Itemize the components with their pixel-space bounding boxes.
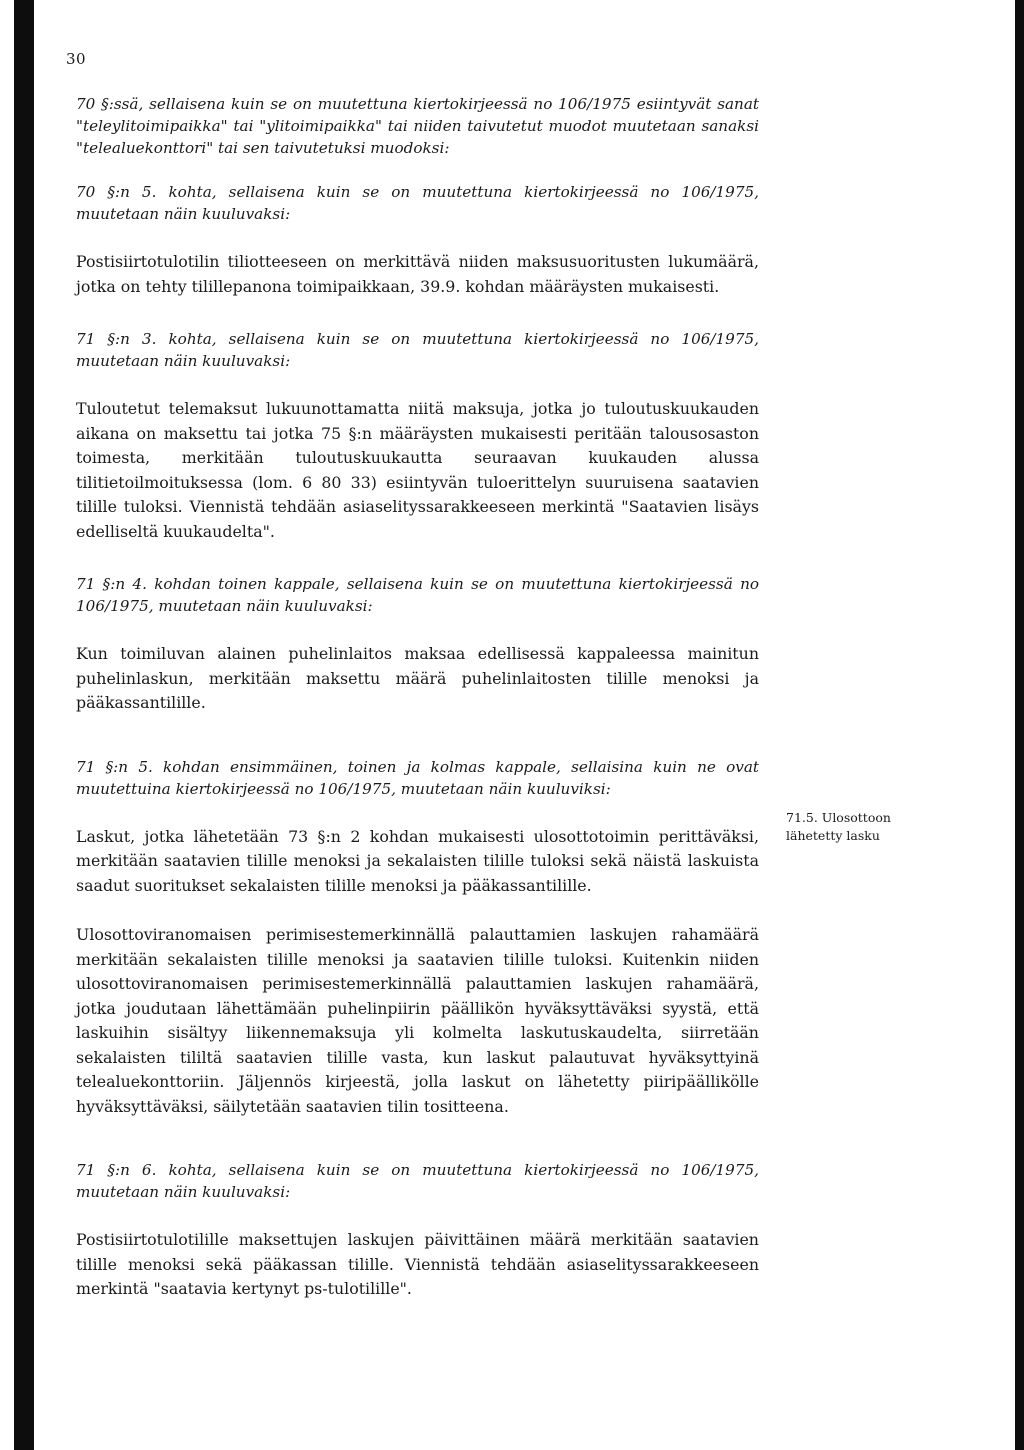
amendment-instruction-71-4: 71 §:n 4. kohdan toinen kappale, sellaisena kuin se on muutettuna kiertokirjeessä no 106/1975, muutetaan näin kuuluvaksi: xyxy=(76,575,759,615)
amendment-instruction-70: 70 §:ssä, sellaisena kuin se on muutettuna kiertokirjeessä no 106/1975 esiintyvät sanat "teleylitoimipaikka" tai "ylitoimipaikka" tai niiden taivutetut muodot muutetaan sanaksi "telealuekonttori" tai sen taivutetuksi muodoksi: xyxy=(76,95,759,157)
regulation-text-71-5-b: Ulosottoviranomaisen perimisestemerkinnällä palauttamien laskujen rahamäärä merkitään sekalaisten tilille menoksi ja saatavien tilille tuloksi. Kuitenkin niiden ulosottoviranomaisen perimisestemerkinnällä palauttamien laskujen rahamäärä, jotka joudutaan lähettämään puhelinpiirin päällikön hyväksyttäväksi syystä, että laskuihin sisältyy liikennemaksuja yli kolmelta laskutuskaudelta, siirretään sekalaisten tililtä saatavien tilille vasta, kun laskut palautuvat hyväksyttyinä telealuekonttoriin. Jäljennös kirjeestä, jolla laskut on lähetetty piiripäällikölle hyväksyttäväksi, säilytetään saatavien tilin tositteena. xyxy=(76,925,759,1116)
left-scan-border xyxy=(14,0,34,1450)
margin-note xyxy=(786,809,936,845)
margin-note-line-2: lähetetty lasku xyxy=(786,828,880,843)
margin-note-line-1: 71.5. Ulosottoon xyxy=(786,810,891,825)
amendment-instruction-71-3: 71 §:n 3. kohta, sellaisena kuin se on muutettuna kiertokirjeessä no 106/1975, muutetaan näin kuuluvaksi: xyxy=(76,330,759,370)
document-body xyxy=(76,93,759,1302)
regulation-text-71-6: Postisiirtotulotilille maksettujen laskujen päivittäinen määrä merkitään saatavien tilille menoksi sekä pääkassan tilille. Viennistä tehdään asiaselityssarakkeeseen merkintä "saatavia kertynyt ps-tulotilille". xyxy=(76,1230,759,1298)
right-scan-border xyxy=(1015,0,1024,1450)
amendment-instruction-71-6: 71 §:n 6. kohta, sellaisena kuin se on muutettuna kiertokirjeessä no 106/1975, muutetaan näin kuuluvaksi: xyxy=(76,1161,759,1201)
regulation-text-70-5: Postisiirtotulotilin tiliotteeseen on merkittävä niiden maksusuoritusten lukumäärä, jotka on tehty tilillepanona toimipaikkaan, 39.9. kohdan määräysten mukaisesti. xyxy=(76,252,759,296)
page-number: 30 xyxy=(66,50,87,68)
amendment-instruction-70-5: 70 §:n 5. kohta, sellaisena kuin se on muutettuna kiertokirjeessä no 106/1975, muutetaan näin kuuluvaksi: xyxy=(76,183,759,223)
amendment-instruction-71-5: 71 §:n 5. kohdan ensimmäinen, toinen ja kolmas kappale, sellaisina kuin ne ovat muutettuina kiertokirjeessä no 106/1975, muutetaan näin kuuluviksi: xyxy=(76,757,759,798)
regulation-text-71-3: Tuloutetut telemaksut lukuunottamatta niitä maksuja, jotka jo tuloutuskuukauden aikana on maksettu tai jotka 75 §:n määräysten mukaisesti peritään talousosaston toimesta, merkitään tuloutuskuukautta seuraavan kuukauden alussa tilitietoilmoituksessa (lom. 6 80 33) esiintyvän tuloerittelyn suuruisena saatavien tilille tuloksi. Viennistä tehdään asiaselityssarakkeeseen merkintä "Saatavien lisäys edelliseltä kuukaudelta". xyxy=(76,399,759,541)
regulation-text-71-4: Kun toimiluvan alainen puhelinlaitos maksaa edellisessä kappaleessa mainitun puhelinlaskun, merkitään maksettu määrä puhelinlaitosten tilille menoksi ja pääkassantilille. xyxy=(76,644,759,712)
regulation-text-71-5-a: Laskut, jotka lähetetään 73 §:n 2 kohdan mukaisesti ulosottotoimin perittäväksi, merkitään saatavien tilille menoksi ja sekalaisten tilille tuloksi sekä näistä laskuista saadut suoritukset sekalaisten tilille menoksi ja pääkassantilille. xyxy=(76,826,759,895)
